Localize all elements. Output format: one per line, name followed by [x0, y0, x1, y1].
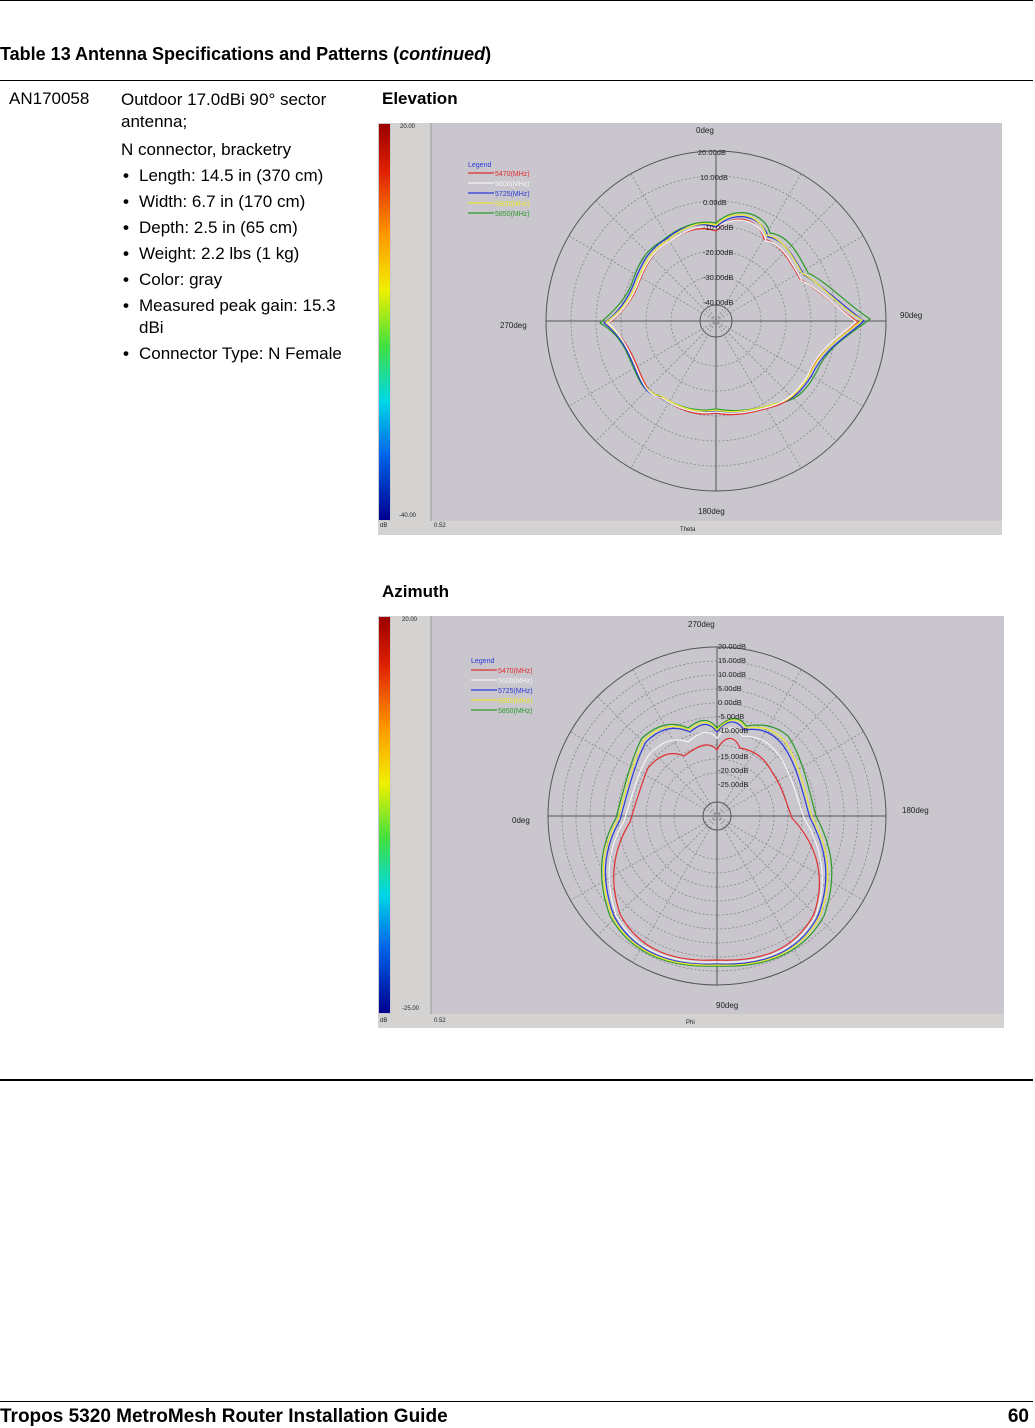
page-number: 60: [1007, 1406, 1029, 1427]
legend-title: Legend: [468, 162, 492, 169]
angle-label-left: 270deg: [500, 321, 527, 330]
antenna-description: [121, 89, 371, 369]
spec-item: • Width: 6.7 in (170 cm): [123, 192, 306, 211]
elevation-heading: Elevation: [382, 89, 458, 108]
ring-label: -20.00dB: [703, 248, 734, 257]
angle-label-left: 0deg: [512, 816, 530, 825]
legend-entry: 5470(MHz): [495, 171, 530, 178]
ring-label: 10.00dB: [718, 670, 746, 679]
ring-label: -5.00dB: [718, 712, 745, 721]
colorbar: [379, 124, 390, 520]
legend-entry: 5600(MHz): [495, 181, 530, 188]
plot-background: [378, 123, 1002, 535]
bottom-value-label: 0.52: [434, 1018, 446, 1024]
legend-entry: 5470(MHz): [498, 668, 533, 675]
scale-bottom-label: -40.00: [399, 513, 417, 519]
angle-label-right: 90deg: [900, 311, 923, 320]
axis-name-label: Phi: [686, 1020, 695, 1026]
scale-panel: [391, 123, 431, 523]
ring-label: -25.00dB: [718, 780, 749, 789]
table-header-rule: [0, 80, 1033, 81]
legend-entry: 5725(MHz): [498, 688, 533, 695]
ring-label: 20.00dB: [718, 642, 746, 651]
azimuth-pattern-plot: [378, 616, 1004, 1028]
legend-title: Legend: [471, 658, 495, 665]
ring-label: -40.00dB: [703, 298, 734, 307]
bottom-value-label: 0.52: [434, 523, 446, 529]
legend-entry: 5725(MHz): [495, 191, 530, 198]
legend-entry: 5600(MHz): [498, 678, 533, 685]
legend-entry: 5850(MHz): [495, 211, 530, 218]
ring-label: -10.00dB: [703, 223, 734, 232]
ring-label: -20.00dB: [718, 766, 749, 775]
footer-rule: [0, 1401, 1033, 1402]
description-line: N connector, bracketry: [121, 140, 292, 159]
spec-item: • Measured peak gain: 15.3 dBi: [123, 296, 336, 337]
top-rule: [0, 0, 1033, 1]
ring-label: 0.00dB: [703, 198, 727, 207]
axis-name-label: Theta: [680, 527, 696, 533]
angle-label-bottom: 90deg: [716, 1001, 739, 1010]
spec-item: • Connector Type: N Female: [123, 344, 342, 363]
scale-unit-label: dB: [380, 523, 388, 529]
scale-top-label: 20.00: [402, 617, 418, 623]
ring-labels: [718, 642, 748, 789]
legend-entry: 5850(MHz): [498, 708, 533, 715]
spec-item: • Color: gray: [123, 270, 223, 289]
description-line: Outdoor 17.0dBi 90° sector antenna;: [121, 90, 327, 131]
spec-item: • Length: 14.5 in (370 cm): [123, 166, 324, 185]
angle-label-bottom: 180deg: [698, 507, 725, 516]
footer-title: Tropos 5320 MetroMesh Router Installation Guide: [0, 1406, 448, 1427]
angle-label-right: 180deg: [902, 806, 929, 815]
spec-item: • Weight: 2.2 lbs (1 kg): [123, 244, 300, 263]
ring-label: -10.00dB: [718, 726, 749, 735]
elevation-pattern-plot: [378, 123, 1002, 535]
scale-bottom-label: -25.00: [402, 1006, 420, 1012]
ring-label: 20.00dB: [698, 148, 726, 157]
ring-label: 0.00dB: [718, 698, 742, 707]
scale-panel: [391, 616, 431, 1016]
ring-label: 5.00dB: [718, 684, 742, 693]
spec-list: [121, 165, 371, 365]
spec-item: • Depth: 2.5 in (65 cm): [123, 218, 298, 237]
angle-label-top: 0deg: [696, 126, 714, 135]
legend-entry: 5800(MHz): [495, 201, 530, 208]
ring-label: -30.00dB: [703, 273, 734, 282]
ring-label: -15.00dB: [718, 752, 749, 761]
ring-label: 10.00dB: [700, 173, 728, 182]
scale-unit-label: dB: [380, 1018, 388, 1024]
page-footer: [0, 1406, 1033, 1428]
azimuth-heading: Azimuth: [382, 582, 450, 601]
model-number: AN170058: [9, 89, 90, 108]
ring-label: 15.00dB: [718, 656, 746, 665]
legend-entry: 5800(MHz): [498, 698, 533, 705]
colorbar: [379, 617, 390, 1013]
table-bottom-rule: [0, 1079, 1033, 1081]
scale-top-label: 20.00: [400, 124, 416, 130]
table-caption: Table 13 Antenna Specifications and Patterns (continued): [0, 44, 492, 64]
angle-label-top: 270deg: [688, 620, 715, 629]
